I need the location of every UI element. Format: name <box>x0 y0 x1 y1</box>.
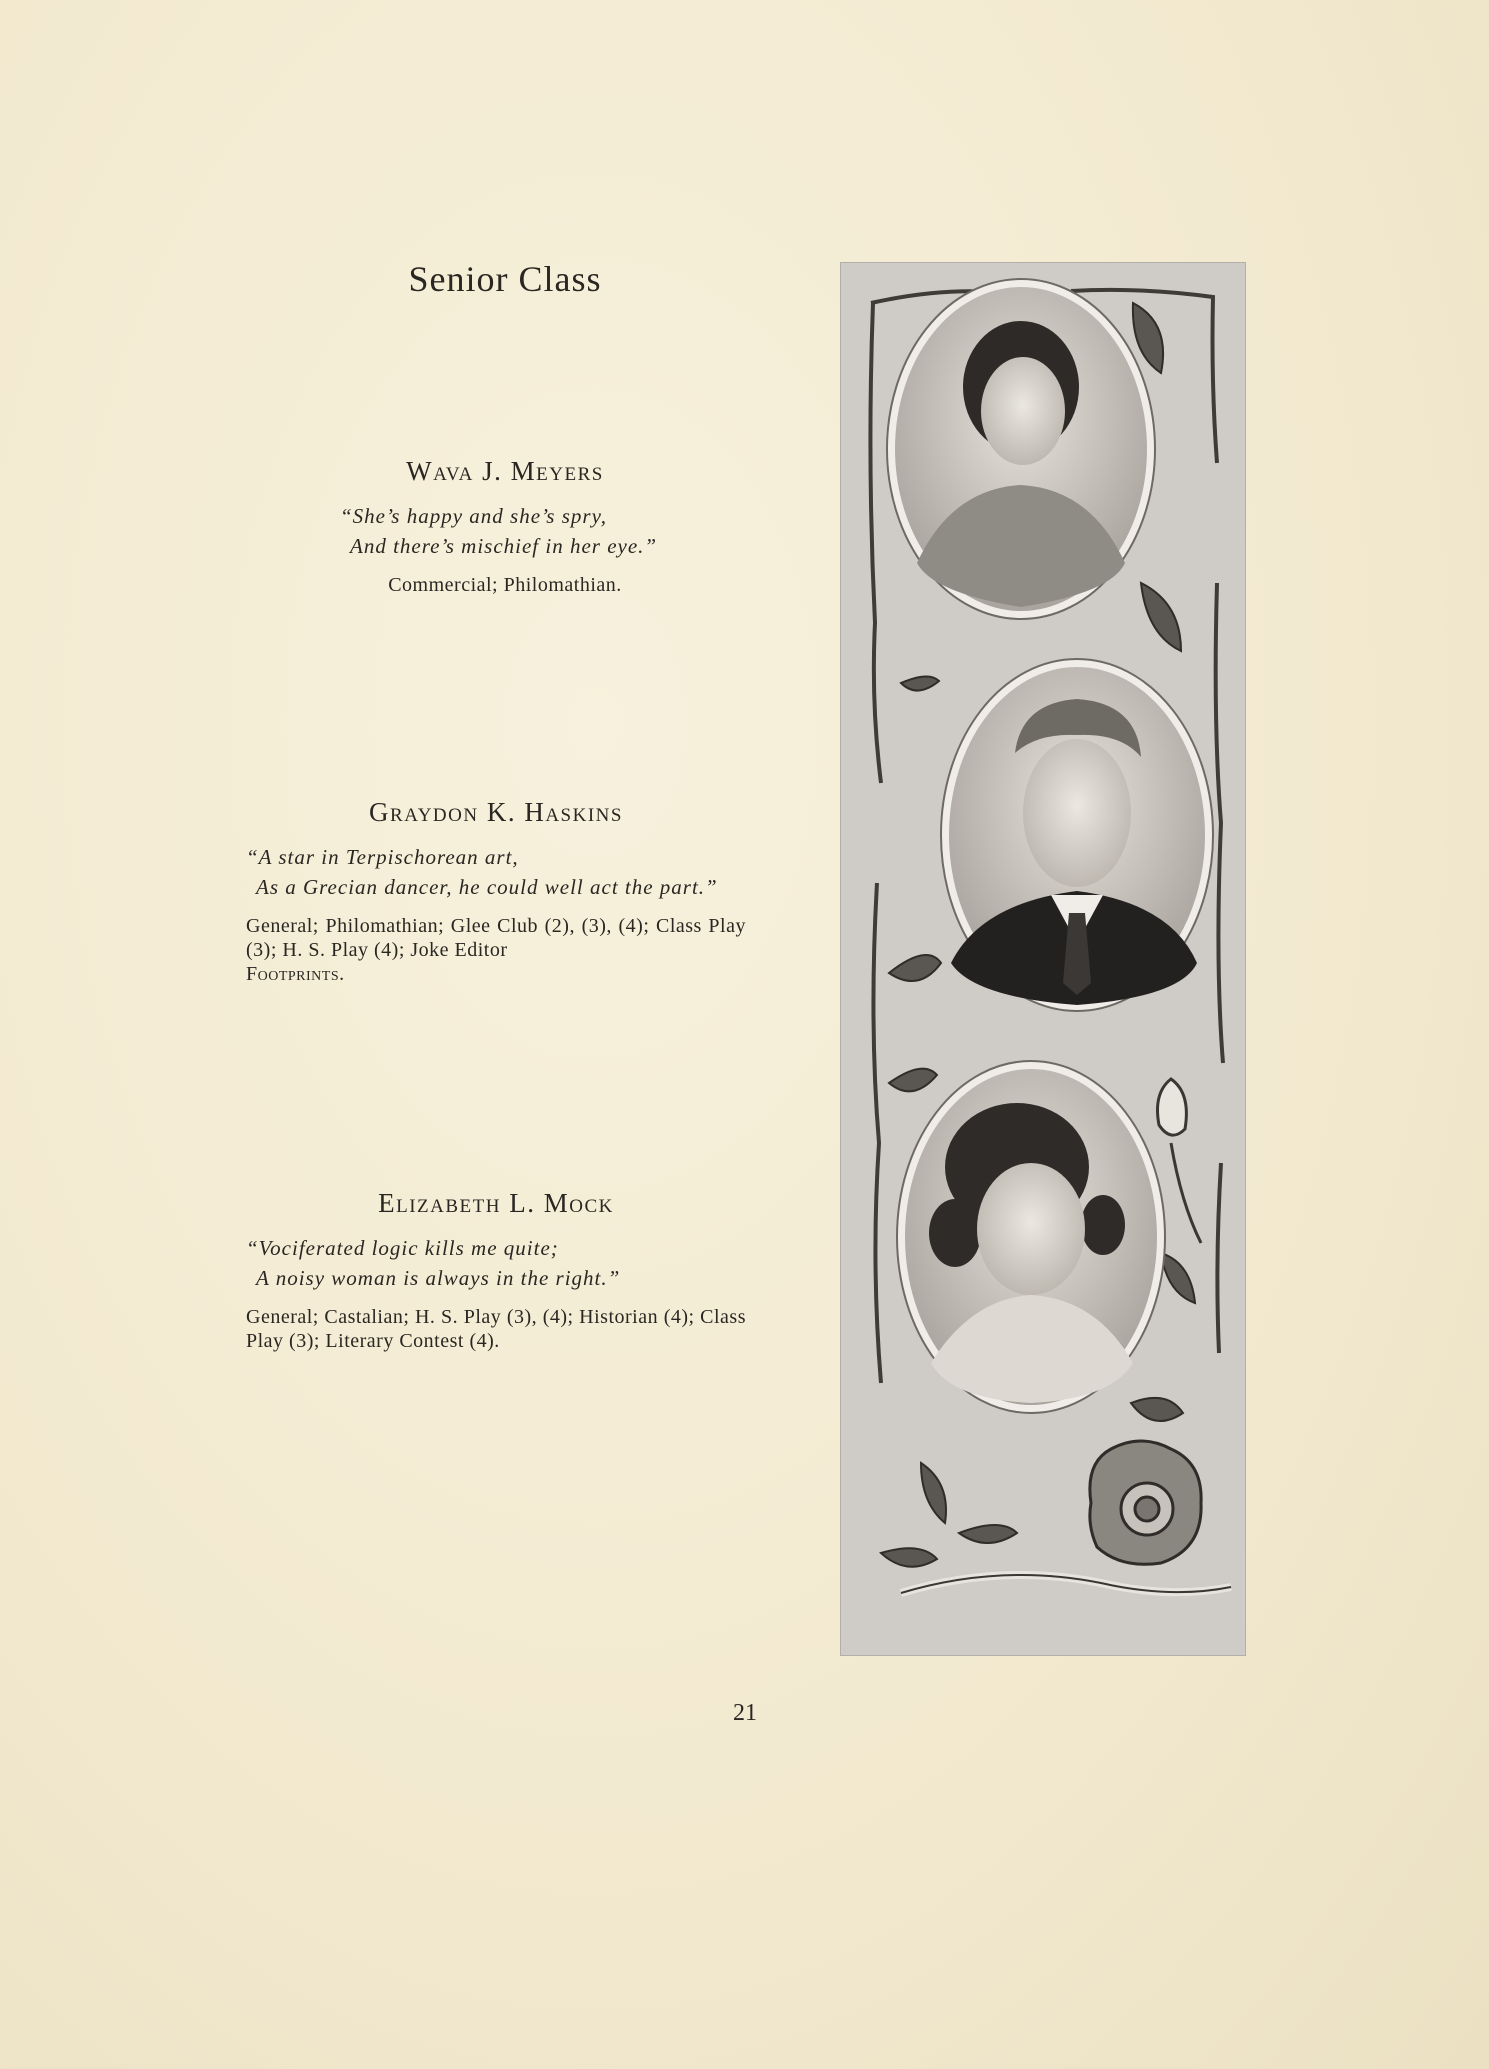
senior-quote <box>246 842 746 902</box>
quote-line: “Vociferated logic kills me quite; <box>246 1236 559 1260</box>
quote-line: As a Grecian dancer, he could well act the part.” <box>256 875 718 899</box>
senior-quote <box>340 501 670 561</box>
rose-ornament <box>901 1441 1231 1593</box>
quote-line: “She’s happy and she’s spry, <box>340 504 607 528</box>
senior-entry <box>246 1188 746 1353</box>
senior-activities: General; Castalian; H. S. Play (3), (4); Historian (4); Class Play (3); Literary Contest (4). <box>246 1306 746 1352</box>
senior-entry <box>340 456 670 597</box>
senior-name: Elizabeth L. Mock <box>378 1188 614 1218</box>
quote-line: “A star in Terpischorean art, <box>246 845 519 869</box>
portrait-panel <box>840 262 1246 1656</box>
activities-text: General; Philomathian; Glee Club (2), (3), (4); Class Play (3); H. S. Play (4); Joke Editor <box>246 915 746 961</box>
senior-name: Wava J. Meyers <box>406 456 604 486</box>
senior-name: Graydon K. Haskins <box>369 797 623 827</box>
activities-extra: Footprints. <box>246 963 345 985</box>
portrait-wava-meyers <box>887 279 1155 619</box>
senior-activities <box>246 914 746 986</box>
senior-activities: Commercial; Philomathian. <box>388 574 622 596</box>
senior-quote <box>246 1233 746 1293</box>
portrait-panel-art <box>841 263 1245 1655</box>
page-number: 21 <box>733 1700 757 1726</box>
quote-line: And there’s mischief in her eye.” <box>350 534 658 558</box>
senior-entry <box>246 797 746 986</box>
portrait-graydon-haskins <box>941 659 1213 1011</box>
page-title: Senior Class <box>408 259 602 299</box>
quote-line: A noisy woman is always in the right.” <box>256 1266 621 1290</box>
portrait-elizabeth-mock <box>897 1061 1165 1413</box>
